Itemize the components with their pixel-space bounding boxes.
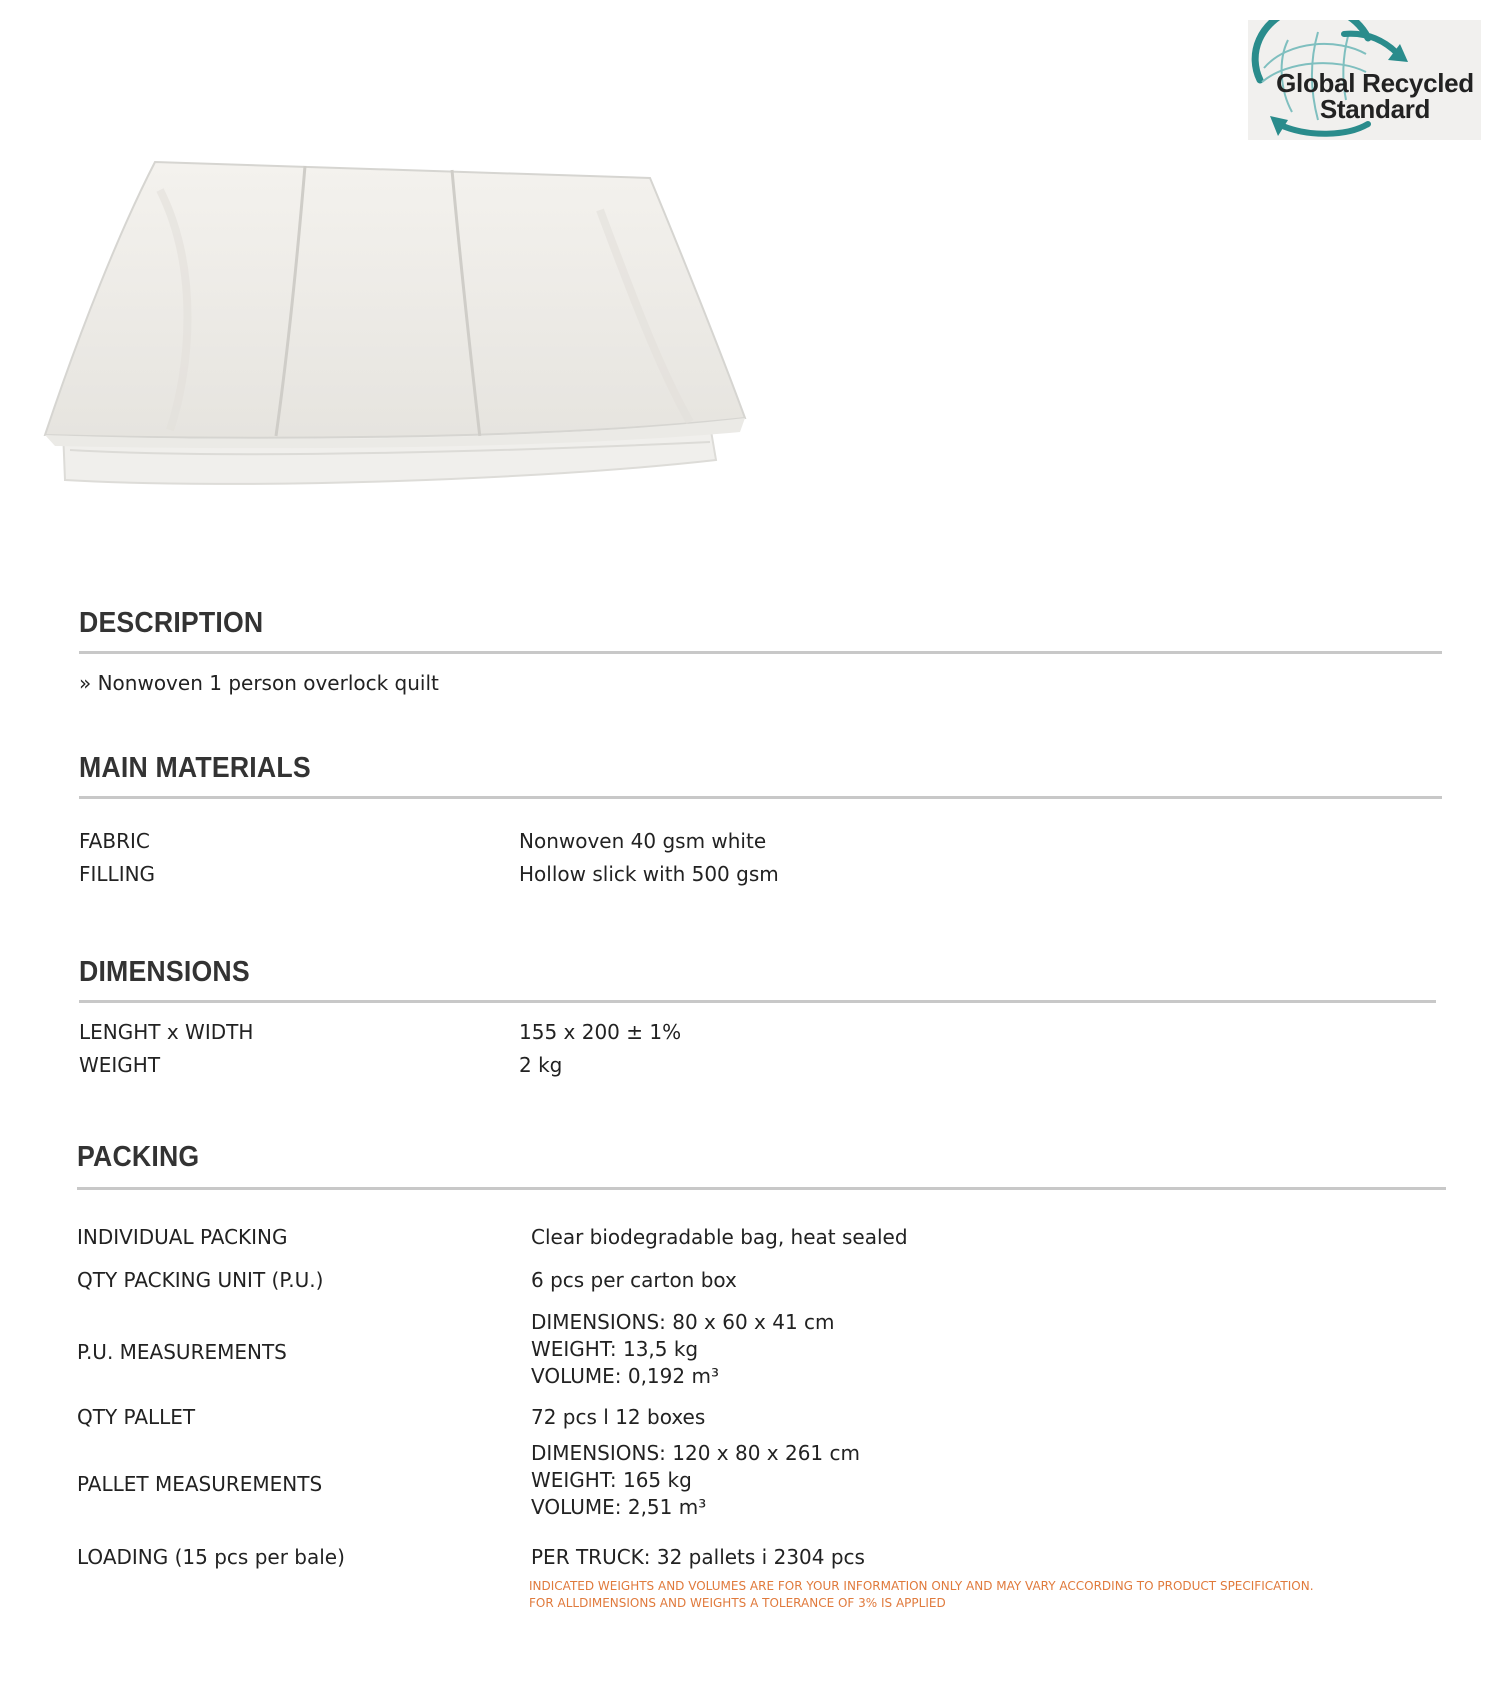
fabric-value: Nonwoven 40 gsm white (519, 829, 767, 853)
pu-measurements-label: P.U. MEASUREMENTS (77, 1340, 287, 1364)
main-materials-title: MAIN MATERIALS (79, 752, 311, 784)
description-divider (79, 651, 1442, 654)
logo-line-1: Global Recycled (1276, 68, 1474, 98)
pallet-weight: WEIGHT: 165 kg (531, 1468, 692, 1492)
qty-packing-unit-label: QTY PACKING UNIT (P.U.) (77, 1268, 324, 1292)
pallet-volume: VOLUME: 2,51 m³ (531, 1495, 707, 1519)
description-title: DESCRIPTION (79, 607, 264, 639)
packing-divider (77, 1187, 1446, 1190)
pu-measurements-values (531, 1309, 835, 1390)
pallet-measurements-values (531, 1440, 860, 1521)
description-text: » Nonwoven 1 person overlock quilt (79, 671, 439, 695)
filling-label: FILLING (79, 862, 156, 886)
dimensions-divider (79, 1000, 1436, 1003)
pallet-measurements-label: PALLET MEASUREMENTS (77, 1472, 323, 1496)
pallet-dimensions: DIMENSIONS: 120 x 80 x 261 cm (531, 1441, 860, 1465)
logo-line-2: Standard (1319, 94, 1431, 124)
qty-packing-unit-value: 6 pcs per carton box (531, 1268, 737, 1292)
pu-volume: VOLUME: 0,192 m³ (531, 1364, 719, 1388)
qty-pallet-value: 72 pcs l 12 boxes (531, 1405, 706, 1429)
qty-pallet-label: QTY PALLET (77, 1405, 196, 1429)
fabric-label: FABRIC (79, 829, 150, 853)
packing-title: PACKING (77, 1141, 200, 1173)
pu-weight: WEIGHT: 13,5 kg (531, 1337, 699, 1361)
quilt-product-image (40, 150, 750, 500)
logo-text (1270, 70, 1480, 122)
disclaimer-line-1: INDICATED WEIGHTS AND VOLUMES ARE FOR YOUR INFORMATION ONLY AND MAY VARY ACCORDING TO PRODUCT SPECIFICATION. (529, 1579, 1314, 1593)
filling-value: Hollow slick with 500 gsm (519, 862, 779, 886)
pu-dimensions: DIMENSIONS: 80 x 60 x 41 cm (531, 1310, 835, 1334)
dimensions-title: DIMENSIONS (79, 956, 250, 988)
length-width-label: LENGHT x WIDTH (79, 1020, 254, 1044)
individual-packing-label: INDIVIDUAL PACKING (77, 1225, 288, 1249)
loading-value: PER TRUCK: 32 pallets i 2304 pcs (531, 1545, 865, 1569)
global-recycled-standard-logo (1248, 20, 1481, 140)
disclaimer-line-2: FOR ALLDIMENSIONS AND WEIGHTS A TOLERANCE OF 3% IS APPLIED (529, 1596, 946, 1610)
individual-packing-value: Clear biodegradable bag, heat sealed (531, 1225, 908, 1249)
weight-label: WEIGHT (79, 1053, 161, 1077)
main-materials-divider (79, 796, 1442, 799)
weight-value: 2 kg (519, 1053, 563, 1077)
length-width-value: 155 x 200 ± 1% (519, 1020, 682, 1044)
disclaimer-note (529, 1578, 1314, 1612)
loading-label: LOADING (15 pcs per bale) (77, 1545, 345, 1569)
